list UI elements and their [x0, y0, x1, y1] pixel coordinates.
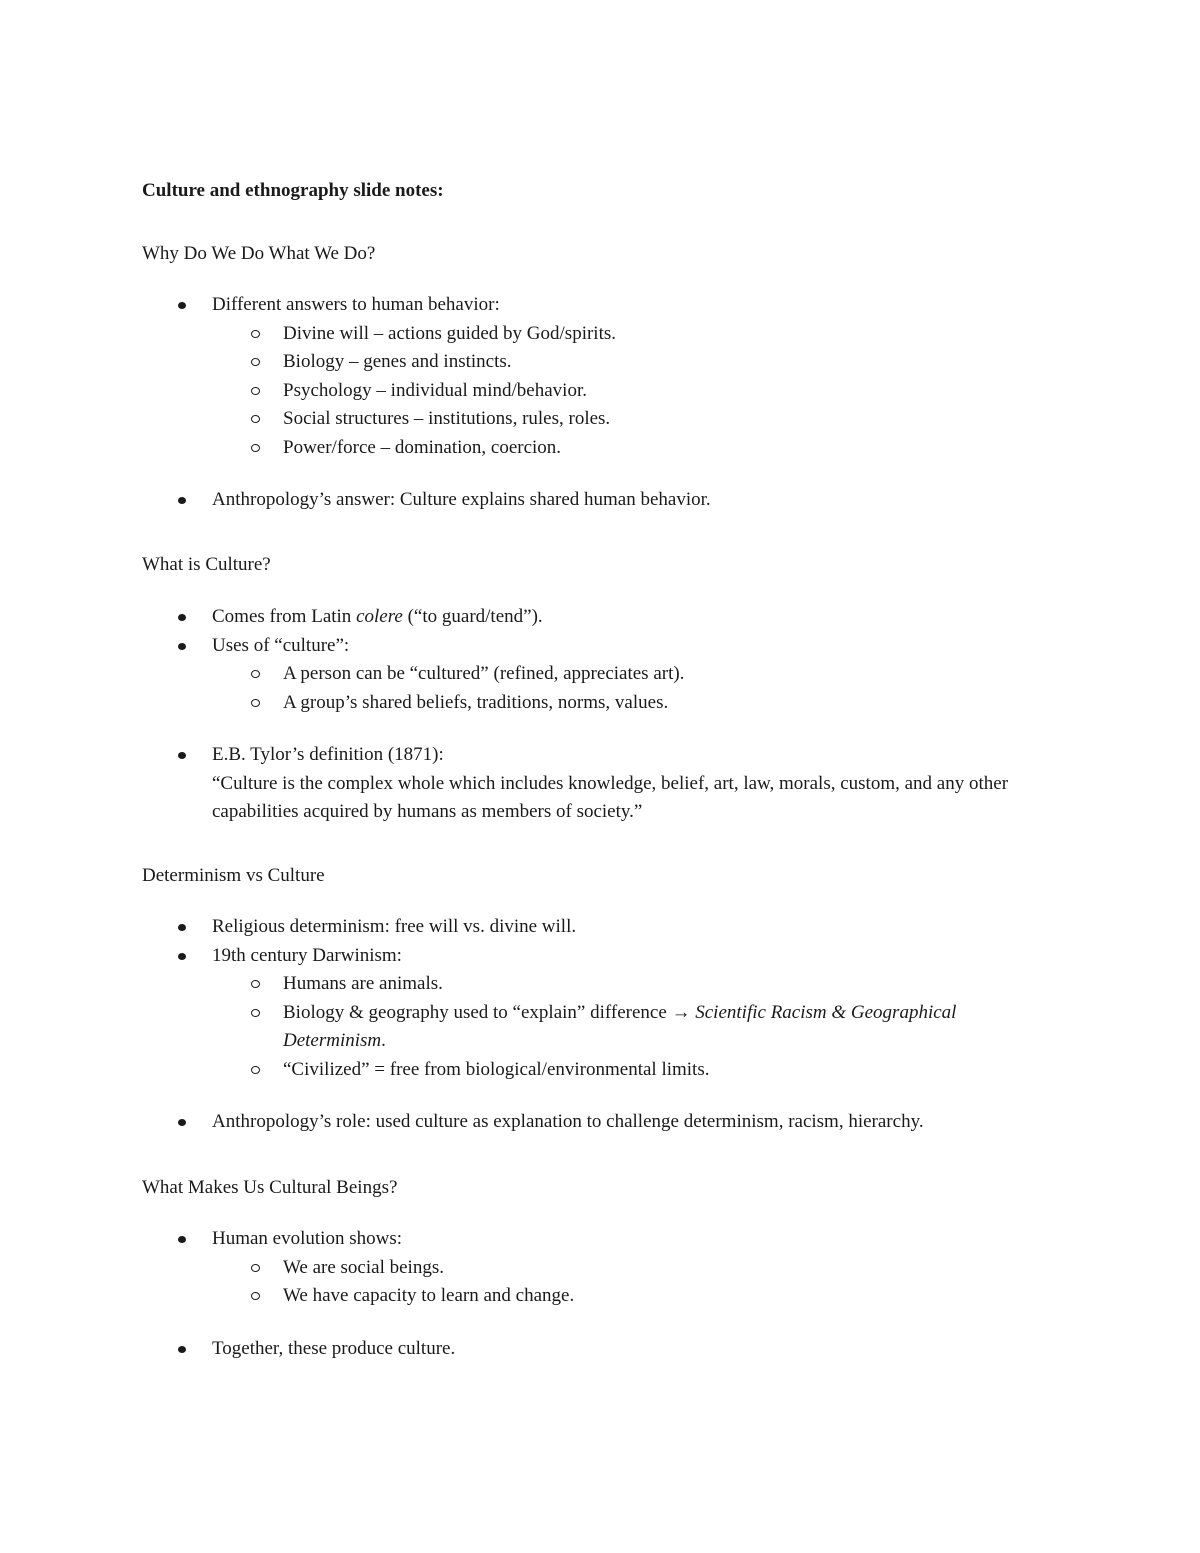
sub-list-item: Divine will – actions guided by God/spirits. [212, 320, 1062, 349]
section-why-list [142, 291, 1062, 515]
section-heading-cultural-beings: What Makes Us Cultural Beings? [142, 1177, 398, 1198]
bullet-text: Human evolution shows: [212, 1228, 402, 1249]
sub-list-item: A person can be “cultured” (refined, appreciates art). [212, 660, 1062, 689]
sub-list-item: Biology – genes and instincts. [212, 348, 1062, 377]
document-title: Culture and ethnography slide notes: [142, 180, 444, 201]
bullet-text: 19th century Darwinism: [212, 944, 402, 966]
sub-list-item: We are social beings. [212, 1254, 1062, 1283]
list-item: Religious determinism: free will vs. divine will. [142, 913, 1062, 942]
sub-list-item: A group’s shared beliefs, traditions, norms, values. [212, 689, 1062, 718]
list-item: Anthropology’s role: used culture as explanation to challenge determinism, racism, hierarchy. [142, 1108, 1062, 1137]
sub-list-item: Humans are animals. [212, 970, 1062, 999]
tylor-quote: “Culture is the complex whole which includes knowledge, belief, art, law, morals, custom, and any other capabilities acquired by humans as members of society.” [212, 772, 1009, 822]
list-item [142, 741, 1062, 827]
sub-list-item: Power/force – domination, coercion. [212, 434, 1062, 463]
list-item [142, 1225, 1062, 1311]
bullet-text: E.B. Tylor’s definition (1871): [212, 744, 444, 765]
latin-term: colere [356, 606, 403, 627]
list-item: Together, these produce culture. [142, 1335, 1062, 1364]
sub-item-text-pre: Biology & geography used to “explain” difference → [283, 1001, 696, 1023]
sub-list-item: Social structures – institutions, rules, roles. [212, 405, 1062, 434]
sub-list [212, 1254, 1062, 1311]
bullet-text-pre: Comes from Latin [212, 606, 357, 627]
list-item [142, 603, 1062, 632]
list-item [142, 942, 1062, 1085]
list-item: Anthropology’s answer: Culture explains shared human behavior. [142, 486, 1062, 515]
bullet-text: Uses of “culture”: [212, 634, 350, 656]
section-heading-determinism: Determinism vs Culture [142, 865, 325, 886]
emphasis-term: Scientific Racism & Geographical Determinism [283, 1001, 957, 1051]
sub-list-item: Psychology – individual mind/behavior. [212, 377, 1062, 406]
sub-item-text-post: . [381, 1030, 386, 1051]
bullet-text: Different answers to human behavior: [212, 294, 500, 315]
section-beings-list [142, 1225, 1062, 1363]
sub-list [212, 320, 1062, 463]
bullet-text-post: (“to guard/tend”). [402, 606, 543, 627]
list-item [142, 632, 1062, 718]
sub-list-item: “Civilized” = free from biological/environmental limits. [212, 1056, 1062, 1085]
sub-list [212, 970, 1062, 1084]
sub-list [212, 660, 1062, 717]
section-heading-what-is-culture: What is Culture? [142, 554, 271, 575]
sub-list-item: We have capacity to learn and change. [212, 1282, 1062, 1311]
section-determinism-list [142, 913, 1062, 1137]
list-item [142, 291, 1062, 462]
sub-list-item [212, 999, 1062, 1056]
section-culture-list [142, 603, 1062, 827]
section-heading-why: Why Do We Do What We Do? [142, 243, 376, 264]
